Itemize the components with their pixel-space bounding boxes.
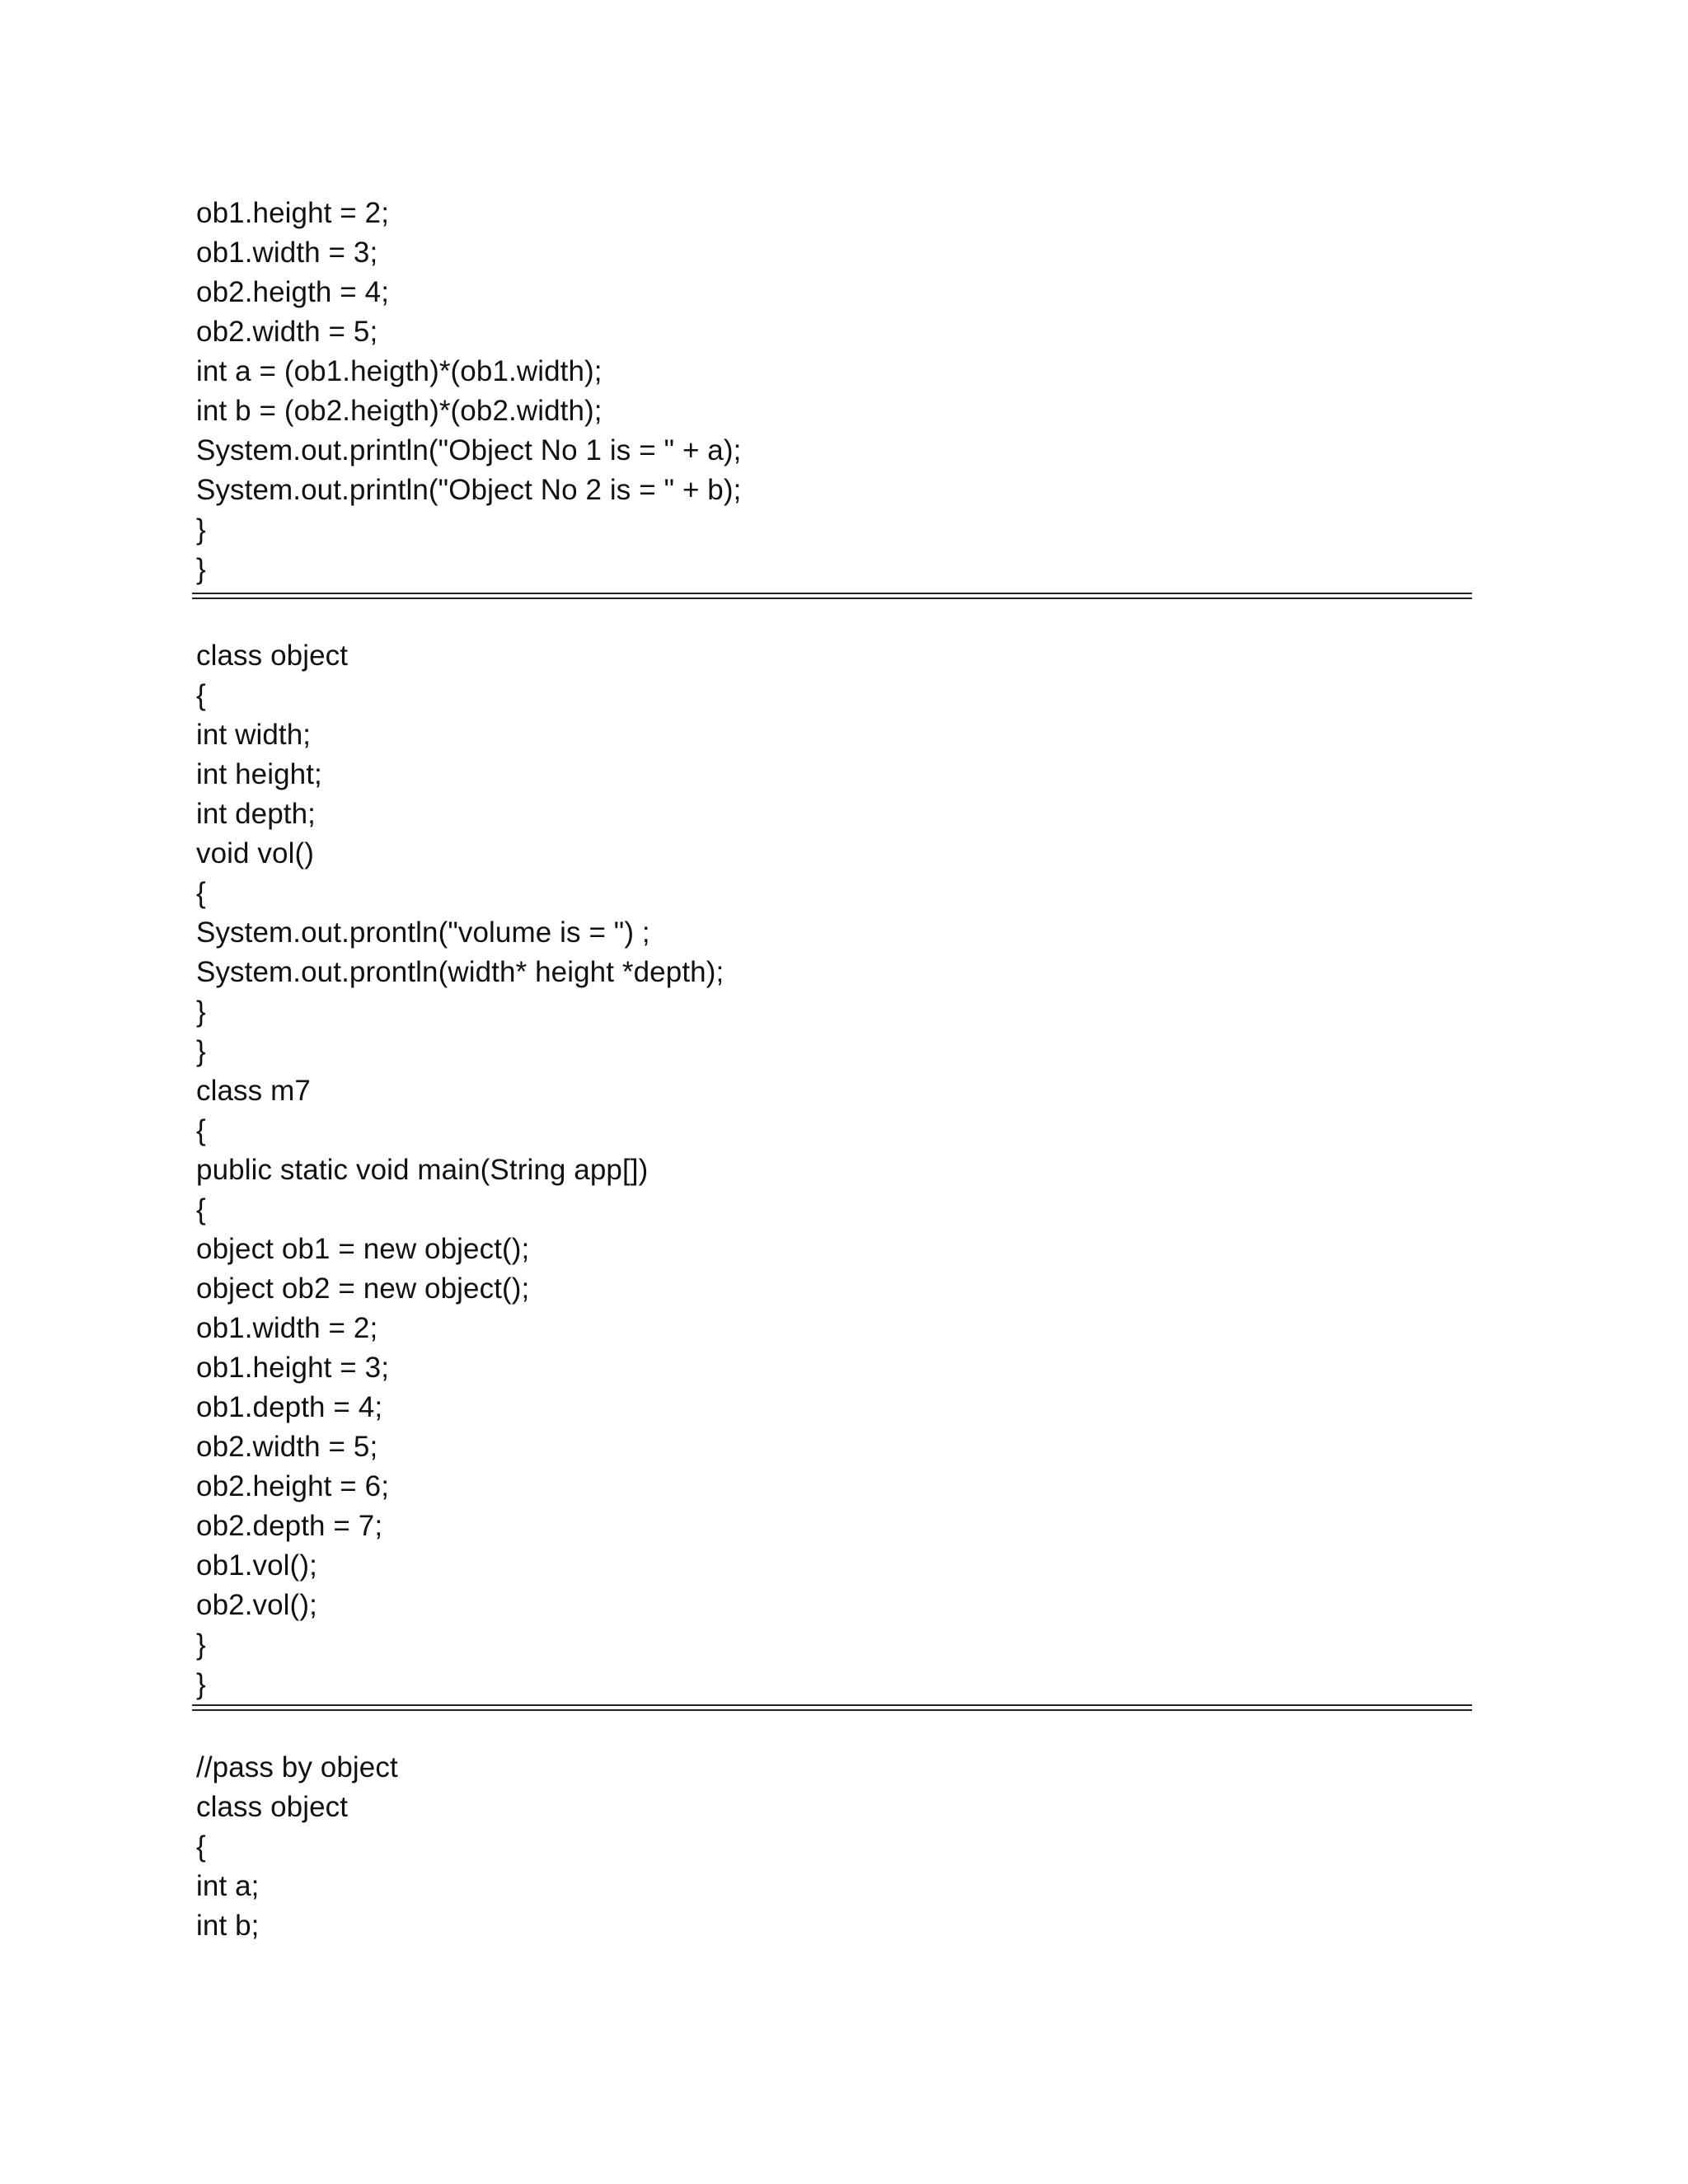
code-line: ob1.height = 3; — [196, 1352, 390, 1384]
code-block-1 — [196, 194, 741, 589]
code-line: System.out.println("Object No 1 is = " + a); — [196, 434, 742, 466]
section-divider — [192, 593, 1472, 599]
code-line: ob1.depth = 4; — [196, 1391, 383, 1423]
code-line: int depth; — [196, 798, 316, 830]
code-line: ob1.width = 3; — [196, 237, 378, 269]
code-line: System.out.println("Object No 2 is = " + b); — [196, 474, 742, 506]
code-line: int b; — [196, 1910, 260, 1942]
code-line: System.out.prontln("volume is = ") ; — [196, 916, 650, 949]
code-line: int a; — [196, 1870, 260, 1902]
code-line: class object — [196, 640, 349, 672]
code-block-2 — [196, 636, 724, 1704]
code-line: { — [196, 1193, 206, 1226]
code-line: { — [196, 1114, 206, 1146]
code-line: int b = (ob2.heigth)*(ob2.width); — [196, 395, 603, 427]
code-line: } — [196, 1668, 206, 1700]
code-line: ob2.width = 5; — [196, 1431, 378, 1463]
code-line: { — [196, 679, 206, 711]
code-line: ob2.height = 6; — [196, 1470, 390, 1502]
code-line: public static void main(String app[]) — [196, 1154, 649, 1186]
code-line: int height; — [196, 758, 322, 790]
code-line: { — [196, 877, 206, 909]
code-line: } — [196, 1629, 206, 1661]
code-comment: //pass by object — [196, 1751, 398, 1783]
code-line: class object — [196, 1791, 349, 1823]
code-line: ob2.vol(); — [196, 1589, 317, 1621]
code-line: ob1.width = 2; — [196, 1312, 378, 1344]
code-line: System.out.prontln(width* height *depth); — [196, 956, 724, 988]
code-line: } — [196, 996, 206, 1028]
code-block-3 — [196, 1748, 398, 1946]
code-line: } — [196, 513, 206, 546]
code-line: object ob2 = new object(); — [196, 1272, 530, 1305]
code-line: void vol() — [196, 837, 314, 869]
code-line: ob2.width = 5; — [196, 316, 378, 348]
section-divider — [192, 1704, 1472, 1711]
code-line: ob1.height = 2; — [196, 197, 390, 229]
code-line: { — [196, 1830, 206, 1863]
code-line: object ob1 = new object(); — [196, 1233, 530, 1265]
code-line: ob2.depth = 7; — [196, 1510, 383, 1542]
code-line: } — [196, 553, 206, 585]
code-line: int a = (ob1.heigth)*(ob1.width); — [196, 355, 603, 387]
code-line: ob2.heigth = 4; — [196, 276, 390, 308]
code-line: int width; — [196, 719, 312, 751]
code-line: ob1.vol(); — [196, 1549, 317, 1582]
code-line: } — [196, 1035, 206, 1067]
code-line: class m7 — [196, 1075, 311, 1107]
